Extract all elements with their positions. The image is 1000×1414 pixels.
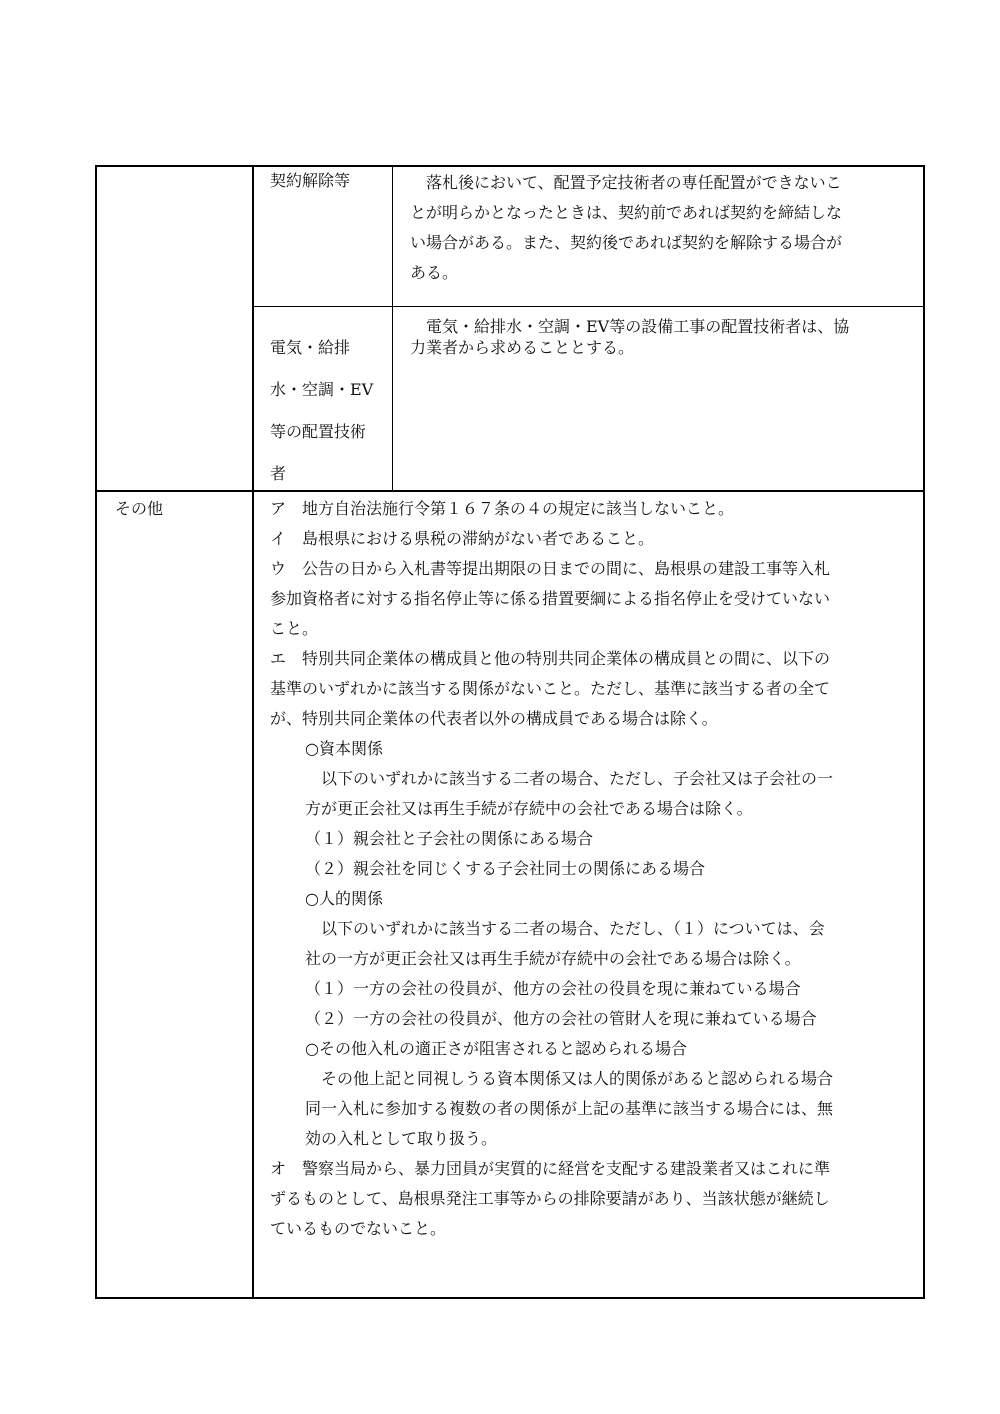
text-line: 社の一方が更正会社又は再生手続が存続中の会社である場合は除く。 — [305, 949, 801, 968]
text-line: その他上記と同視しうる資本関係又は人的関係があると認められる場合 — [305, 1069, 834, 1088]
label-line: 者 — [270, 464, 287, 483]
text-line: 同一入札に参加する複数の者の関係が上記の基準に該当する場合には、無 — [305, 1099, 834, 1118]
text-line: ○その他入札の適正さが阻害されると認められる場合 — [305, 1039, 687, 1058]
text-line: 力業者から求めることとする。 — [410, 338, 635, 357]
table-border-top — [95, 165, 925, 167]
text-line: 電気・給排水・空調・EV等の設備工事の配置技術者は、協 — [410, 317, 850, 336]
text-line: 以下のいずれかに該当する二者の場合、ただし、（１）については、会 — [305, 919, 825, 938]
contract-cancellation-text — [410, 168, 898, 288]
table-inner-row-divider — [253, 306, 924, 307]
text-line: 基準のいずれかに該当する関係がないこと。ただし、基準に該当する者の全て — [270, 679, 831, 698]
table-row-divider — [95, 490, 925, 492]
text-line: い場合がある。また、契約後であれば契約を解除する場合が — [410, 233, 843, 252]
text-line: ずるものとして、島根県発注工事等からの排除要請があり、当該状態が継続し — [270, 1189, 830, 1208]
section-label-other: その他 — [115, 499, 164, 518]
text-line: ているものでないこと。 — [270, 1219, 447, 1238]
section-label-equipment-engineer — [270, 316, 388, 505]
label-line: 等の配置技術 — [270, 422, 367, 441]
text-line: ○人的関係 — [305, 889, 383, 908]
equipment-engineer-text — [410, 316, 898, 358]
text-line: 参加資格者に対する指名停止等に係る措置要綱による指名停止を受けていない — [270, 589, 831, 608]
text-line: ○資本関係 — [305, 739, 383, 758]
table-border-bottom — [95, 1297, 925, 1299]
section-label-contract-cancellation: 契約解除等 — [270, 171, 351, 190]
text-line: ある。 — [410, 263, 459, 282]
other-conditions-text — [270, 494, 910, 1244]
text-line: 効の入札として取り扱う。 — [305, 1129, 498, 1148]
label-line: 水・空調・EV — [270, 380, 374, 399]
text-line: 方が更正会社又は再生手続が存続中の会社である場合は除く。 — [305, 799, 753, 818]
text-line: 以下のいずれかに該当する二者の場合、ただし、子会社又は子会社の一 — [305, 769, 834, 788]
text-line: こと。 — [270, 619, 319, 638]
table-column-divider — [252, 165, 254, 1299]
text-line: （１）親会社と子会社の関係にある場合 — [305, 829, 594, 848]
label-line: 電気・給排 — [270, 338, 351, 357]
text-line: ウ 公告の日から入札書等提出期限の日までの間に、島根県の建設工事等入札 — [270, 559, 831, 578]
text-line: （２）一方の会社の役員が、他方の会社の管財人を現に兼ねている場合 — [305, 1009, 817, 1028]
text-line: イ 島根県における県税の滞納がない者であること。 — [270, 529, 655, 548]
text-line: （２）親会社を同じくする子会社同士の関係にある場合 — [305, 859, 706, 878]
text-line: 落札後において、配置予定技術者の専任配置ができないこ — [410, 173, 842, 192]
text-line: が、特別共同企業体の代表者以外の構成員である場合は除く。 — [270, 709, 718, 728]
table-border-left — [95, 165, 97, 1299]
text-line: とが明らかとなったときは、契約前であれば契約を締結しな — [410, 203, 843, 222]
table-inner-column-divider — [392, 165, 393, 491]
text-line: オ 警察当局から、暴力団員が実質的に経営を支配する建設業者又はこれに準 — [270, 1159, 831, 1178]
text-line: （１）一方の会社の役員が、他方の会社の役員を現に兼ねている場合 — [305, 979, 801, 998]
table-border-right — [923, 165, 925, 1299]
text-line: ア 地方自治法施行令第１６７条の４の規定に該当しないこと。 — [270, 499, 735, 518]
text-line: エ 特別共同企業体の構成員と他の特別共同企業体の構成員との間に、以下の — [270, 649, 831, 668]
